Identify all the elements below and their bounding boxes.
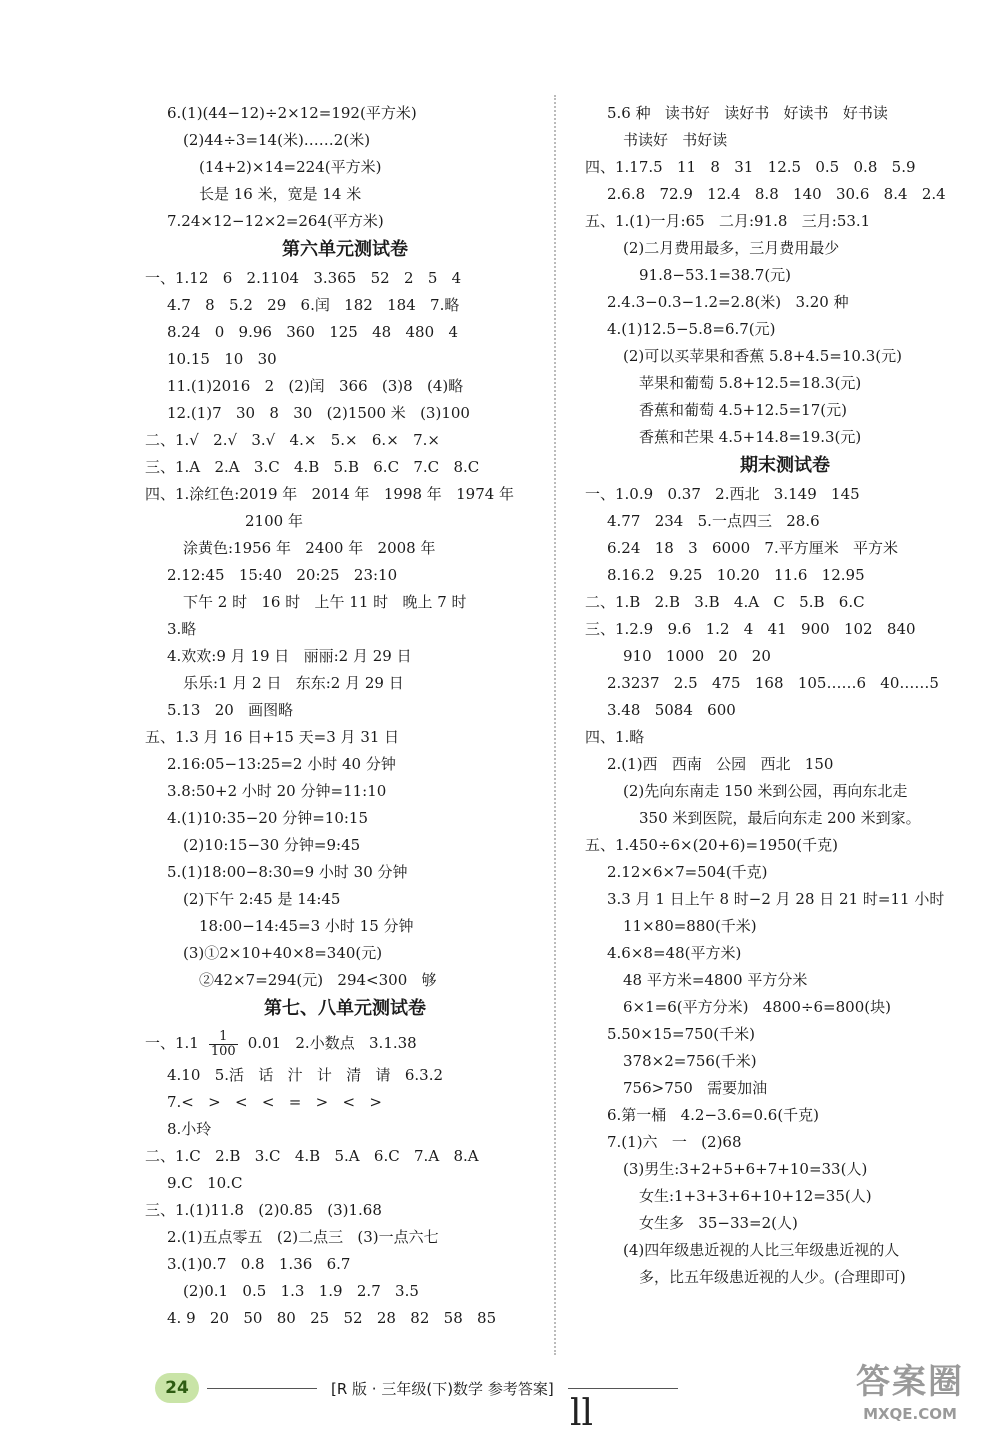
answer-line: (14+2)×14=224(平方米) bbox=[199, 158, 382, 176]
answer-line: 二、1.C 2.B 3.C 4.B 5.A 6.C 7.A 8.A bbox=[145, 1147, 479, 1165]
answer-line: 5.50×15=750(千米) bbox=[607, 1025, 755, 1043]
answer-line: 378×2=756(千米) bbox=[623, 1052, 757, 1070]
answer-line: 6.第一桶 4.2−3.6=0.6(千克) bbox=[607, 1106, 820, 1124]
answer-line: 6×1=6(平方分米) 4800÷6=800(块) bbox=[623, 998, 891, 1016]
answer-line: 二、1.√ 2.√ 3.√ 4.× 5.× 6.× 7.× bbox=[145, 431, 440, 449]
answer-line: 4.10 5.活 话 汁 计 清 请 6.3.2 bbox=[167, 1066, 444, 1084]
answer-line: 二、1.B 2.B 3.B 4.A C 5.B 6.C bbox=[585, 593, 865, 611]
column-divider bbox=[554, 95, 556, 1355]
handwritten-mark: ll bbox=[570, 1393, 594, 1434]
answer-line: 2.(1)西 西南 公园 西北 150 bbox=[607, 755, 834, 773]
section-title: 第七、八单元测试卷 bbox=[264, 998, 426, 1019]
answer-line: 长是 16 米，宽是 14 米 bbox=[199, 185, 362, 203]
answer-line: 48 平方米=4800 平方分米 bbox=[623, 971, 808, 989]
answer-line: 4.77 234 5.一点四三 28.6 bbox=[607, 512, 820, 530]
answer-line: ②42×7=294(元) 294<300 够 bbox=[199, 971, 437, 989]
watermark-small-text: MXQE.COM bbox=[863, 1405, 957, 1423]
answer-line: 2.6.8 72.9 12.4 8.8 140 30.6 8.4 2.4 bbox=[607, 185, 946, 203]
answer-line: 8.16.2 9.25 10.20 11.6 12.95 bbox=[607, 566, 865, 584]
answer-line: 8.小玲 bbox=[167, 1120, 212, 1138]
answer-line: 11.(1)2016 2 (2)闰 366 (3)8 (4)略 bbox=[167, 377, 464, 395]
answer-line: 4.(1)10:35−20 分钟=10:15 bbox=[167, 809, 369, 827]
answer-line: 350 米到医院，最后向东走 200 米到家。 bbox=[639, 809, 921, 827]
answer-line: 6.24 18 3 6000 7.平方厘米 平方米 bbox=[607, 539, 899, 557]
answer-line: 香蕉和葡萄 4.5+12.5=17(元) bbox=[639, 401, 847, 419]
answer-line: (2)10:15−30 分钟=9:45 bbox=[183, 836, 361, 854]
answer-line: 五、1.(1)一月:65 二月:91.8 三月:53.1 bbox=[585, 212, 871, 230]
answer-line: (2)二月费用最多，三月费用最少 bbox=[623, 239, 840, 257]
answer-line: 3.48 5084 600 bbox=[607, 701, 736, 719]
page-number-badge: 24 bbox=[155, 1373, 199, 1403]
answer-line: 2.4.3−0.3−1.2=2.8(米) 3.20 种 bbox=[607, 293, 849, 311]
answer-line: 6.(1)(44−12)÷2×12=192(平方米) bbox=[167, 104, 417, 122]
section-title: 第六单元测试卷 bbox=[282, 239, 408, 260]
answer-line: 11×80=880(千米) bbox=[623, 917, 757, 935]
answer-line: 五、1.450÷6×(20+6)=1950(千克) bbox=[585, 836, 838, 854]
answer-line: 涂黄色:1956 年 2400 年 2008 年 bbox=[183, 539, 436, 557]
answer-line: 2.3237 2.5 475 168 105……6 40……5 bbox=[607, 674, 939, 692]
right-answer-column bbox=[585, 100, 985, 1291]
section-title: 期末测试卷 bbox=[740, 455, 830, 476]
answer-line: (3)①2×10+40×8=340(元) bbox=[183, 944, 383, 962]
answer-line: 多，比五年级患近视的人少。(合理即可) bbox=[639, 1268, 906, 1286]
answer-line: 2.(1)五点零五 (2)二点三 (3)一点六七 bbox=[167, 1228, 439, 1246]
watermark-logo bbox=[835, 1360, 985, 1430]
answer-line: 91.8−53.1=38.7(元) bbox=[639, 266, 792, 284]
answer-line: 18:00−14:45=3 小时 15 分钟 bbox=[199, 917, 414, 935]
answer-line: (2)可以买苹果和香蕉 5.8+4.5=10.3(元) bbox=[623, 347, 902, 365]
answer-line: 3.略 bbox=[167, 620, 197, 638]
answer-line: 一、1.0.9 0.37 2.西北 3.149 145 bbox=[585, 485, 860, 503]
answer-line: (2)下午 2:45 是 14:45 bbox=[183, 890, 341, 908]
answer-line: (3)男生:3+2+5+6+7+10=33(人) bbox=[623, 1160, 868, 1178]
answer-line: 2.16:05−13:25=2 小时 40 分钟 bbox=[167, 755, 396, 773]
answer-line: 2.12:45 15:40 20:25 23:10 bbox=[167, 566, 398, 584]
answer-line: 2100 年 bbox=[245, 512, 303, 530]
answer-line: 乐乐:1 月 2 日 东东:2 月 29 日 bbox=[183, 674, 404, 692]
answer-line: 一、1.1 $\frac{1}{100}$ 0.01 2.小数点 3.1.38 bbox=[145, 1028, 417, 1059]
answer-line: (2)0.1 0.5 1.3 1.9 2.7 3.5 bbox=[183, 1282, 419, 1300]
footer-rule-left bbox=[207, 1388, 317, 1389]
answer-line: 910 1000 20 20 bbox=[623, 647, 771, 665]
answer-line: 4.6×8=48(平方米) bbox=[607, 944, 742, 962]
answer-line: 一、1.12 6 2.1104 3.365 52 2 5 4 bbox=[145, 269, 462, 287]
answer-line: 女生多 35−33=2(人) bbox=[639, 1214, 798, 1232]
answer-line: (2)先向东南走 150 米到公园，再向东北走 bbox=[623, 782, 908, 800]
answer-line: 3.(1)0.7 0.8 1.36 6.7 bbox=[167, 1255, 351, 1273]
footer-rule-right bbox=[568, 1388, 678, 1389]
page-footer bbox=[155, 1368, 815, 1408]
answer-line: (4)四年级患近视的人比三年级患近视的人 bbox=[623, 1241, 900, 1259]
answer-line: 苹果和葡萄 5.8+12.5=18.3(元) bbox=[639, 374, 862, 392]
answer-line: 4.7 8 5.2 29 6.闰 182 184 7.略 bbox=[167, 296, 460, 314]
answer-line: 四、1.涂红色:2019 年 2014 年 1998 年 1974 年 bbox=[145, 485, 515, 503]
answer-line: 四、1.17.5 11 8 31 12.5 0.5 0.8 5.9 bbox=[585, 158, 916, 176]
answer-line: 三、1.(1)11.8 (2)0.85 (3)1.68 bbox=[145, 1201, 382, 1219]
answer-line: 756>750 需要加油 bbox=[623, 1079, 768, 1097]
answer-line: 女生:1+3+3+6+10+12=35(人) bbox=[639, 1187, 872, 1205]
answer-line: 书读好 书好读 bbox=[623, 131, 728, 149]
answer-line: 7.24×12−12×2=264(平方米) bbox=[167, 212, 384, 230]
answer-line: 12.(1)7 30 8 30 (2)1500 米 (3)100 bbox=[167, 404, 470, 422]
answer-line: 2.12×6×7=504(千克) bbox=[607, 863, 768, 881]
answer-line: 四、1.略 bbox=[585, 728, 645, 746]
answer-line: 4. 9 20 50 80 25 52 28 82 58 85 bbox=[167, 1309, 497, 1327]
watermark-big-text: 答案圈 bbox=[856, 1362, 964, 1402]
answer-line: 7.< > < < = > < > bbox=[167, 1093, 382, 1111]
answer-line: 4.(1)12.5−5.8=6.7(元) bbox=[607, 320, 776, 338]
answer-line: 4.欢欢:9 月 19 日 丽丽:2 月 29 日 bbox=[167, 647, 412, 665]
answer-line: 10.15 10 30 bbox=[167, 350, 277, 368]
answer-line: 5.(1)18:00−8:30=9 小时 30 分钟 bbox=[167, 863, 408, 881]
left-answer-column bbox=[145, 100, 545, 1332]
answer-line: 香蕉和芒果 4.5+14.8=19.3(元) bbox=[639, 428, 862, 446]
fraction: $\frac{1}{100}$ bbox=[210, 1028, 236, 1059]
answer-line: 三、1.2.9 9.6 1.2 4 41 900 102 840 bbox=[585, 620, 916, 638]
answer-line: 三、1.A 2.A 3.C 4.B 5.B 6.C 7.C 8.C bbox=[145, 458, 480, 476]
answer-line: 7.(1)六 一 (2)68 bbox=[607, 1133, 742, 1151]
answer-line: 3.3 月 1 日上午 8 时−2 月 28 日 21 时=11 小时 bbox=[607, 890, 945, 908]
answer-line: 五、1.3 月 16 日+15 天=3 月 31 日 bbox=[145, 728, 400, 746]
answer-line: 5.13 20 画图略 bbox=[167, 701, 294, 719]
footer-title: [R 版 · 三年级(下)数学 参考答案] bbox=[331, 1379, 554, 1398]
answer-line: 3.8:50+2 小时 20 分钟=11:10 bbox=[167, 782, 387, 800]
answer-line: 5.6 种 读书好 读好书 好读书 好书读 bbox=[607, 104, 888, 122]
answer-line: (2)44÷3=14(米)……2(米) bbox=[183, 131, 371, 149]
answer-line: 8.24 0 9.96 360 125 48 480 4 bbox=[167, 323, 458, 341]
answer-line: 9.C 10.C bbox=[167, 1174, 243, 1192]
answer-line: 下午 2 时 16 时 上午 11 时 晚上 7 时 bbox=[183, 593, 467, 611]
